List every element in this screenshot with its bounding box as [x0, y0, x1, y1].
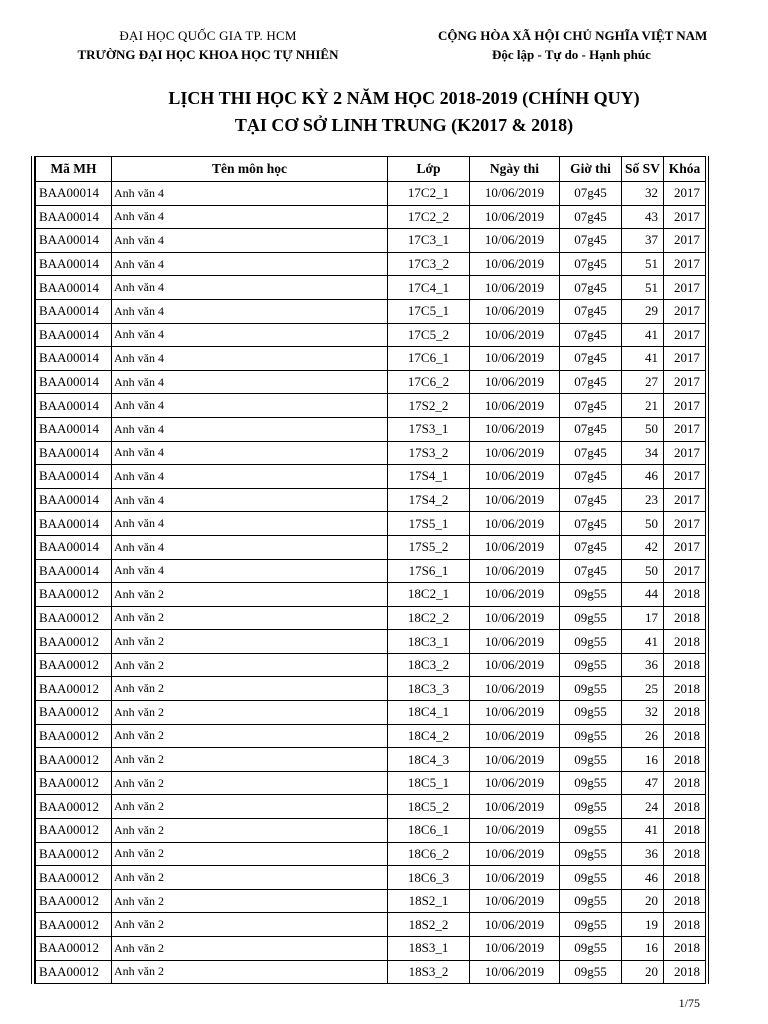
student-count-cell: 27	[622, 370, 664, 394]
cohort-cell: 2017	[664, 299, 706, 323]
course-code-cell: BAA00012	[36, 701, 112, 725]
cohort-cell: 2017	[664, 182, 706, 206]
header-course-name: Tên môn học	[112, 157, 388, 182]
exam-date-cell: 10/06/2019	[470, 653, 560, 677]
table-row	[36, 488, 706, 512]
table-row	[36, 937, 706, 961]
cohort-cell: 2017	[664, 512, 706, 536]
class-cell: 17C6_2	[388, 370, 470, 394]
table-row	[36, 441, 706, 465]
exam-date-cell: 10/06/2019	[470, 583, 560, 607]
class-cell: 17C6_1	[388, 347, 470, 371]
exam-time-cell: 09g55	[560, 630, 622, 654]
cohort-cell: 2018	[664, 606, 706, 630]
class-cell: 17C3_1	[388, 229, 470, 253]
table-row	[36, 724, 706, 748]
course-code-cell: BAA00014	[36, 488, 112, 512]
course-name-cell: Anh văn 2	[112, 606, 388, 630]
course-name-cell: Anh văn 4	[112, 252, 388, 276]
course-name-cell: Anh văn 2	[112, 866, 388, 890]
cohort-cell: 2018	[664, 630, 706, 654]
cohort-cell: 2018	[664, 748, 706, 772]
student-count-cell: 44	[622, 583, 664, 607]
student-count-cell: 46	[622, 465, 664, 489]
table-row	[36, 677, 706, 701]
cohort-cell: 2018	[664, 819, 706, 843]
table-row	[36, 842, 706, 866]
cohort-cell: 2017	[664, 370, 706, 394]
table-row	[36, 559, 706, 583]
student-count-cell: 21	[622, 394, 664, 418]
student-count-cell: 19	[622, 913, 664, 937]
course-code-cell: BAA00014	[36, 512, 112, 536]
header-student-count: Số SV	[622, 157, 664, 182]
class-cell: 18S3_2	[388, 960, 470, 984]
class-cell: 17S5_1	[388, 512, 470, 536]
exam-date-cell: 10/06/2019	[470, 842, 560, 866]
table-row	[36, 205, 706, 229]
table-header-row	[36, 157, 706, 182]
table-row	[36, 889, 706, 913]
national-motto: Độc lập - Tự do - Hạnh phúc	[492, 47, 651, 62]
course-name-cell: Anh văn 4	[112, 347, 388, 371]
student-count-cell: 51	[622, 276, 664, 300]
course-name-cell: Anh văn 2	[112, 701, 388, 725]
exam-time-cell: 09g55	[560, 771, 622, 795]
table-row	[36, 299, 706, 323]
course-name-cell: Anh văn 4	[112, 205, 388, 229]
cohort-cell: 2018	[664, 701, 706, 725]
exam-time-cell: 07g45	[560, 441, 622, 465]
course-code-cell: BAA00014	[36, 205, 112, 229]
student-count-cell: 43	[622, 205, 664, 229]
course-name-cell: Anh văn 4	[112, 512, 388, 536]
course-name-cell: Anh văn 4	[112, 417, 388, 441]
course-name-cell: Anh văn 2	[112, 960, 388, 984]
exam-time-cell: 07g45	[560, 299, 622, 323]
student-count-cell: 37	[622, 229, 664, 253]
course-code-cell: BAA00012	[36, 913, 112, 937]
student-count-cell: 46	[622, 866, 664, 890]
class-cell: 17S4_1	[388, 465, 470, 489]
exam-date-cell: 10/06/2019	[470, 795, 560, 819]
class-cell: 17S6_1	[388, 559, 470, 583]
exam-date-cell: 10/06/2019	[470, 465, 560, 489]
cohort-cell: 2018	[664, 771, 706, 795]
student-count-cell: 17	[622, 606, 664, 630]
exam-date-cell: 10/06/2019	[470, 512, 560, 536]
cohort-cell: 2018	[664, 583, 706, 607]
class-cell: 18C3_1	[388, 630, 470, 654]
course-code-cell: BAA00012	[36, 866, 112, 890]
cohort-cell: 2017	[664, 559, 706, 583]
course-code-cell: BAA00014	[36, 347, 112, 371]
class-cell: 17C2_1	[388, 182, 470, 206]
exam-date-cell: 10/06/2019	[470, 630, 560, 654]
table-row	[36, 465, 706, 489]
course-code-cell: BAA00014	[36, 276, 112, 300]
cohort-cell: 2017	[664, 252, 706, 276]
course-name-cell: Anh văn 2	[112, 913, 388, 937]
exam-date-cell: 10/06/2019	[470, 276, 560, 300]
exam-date-cell: 10/06/2019	[470, 370, 560, 394]
exam-time-cell: 07g45	[560, 488, 622, 512]
course-name-cell: Anh văn 4	[112, 276, 388, 300]
exam-date-cell: 10/06/2019	[470, 771, 560, 795]
exam-date-cell: 10/06/2019	[470, 559, 560, 583]
class-cell: 18C6_1	[388, 819, 470, 843]
exam-date-cell: 10/06/2019	[470, 252, 560, 276]
course-code-cell: BAA00012	[36, 842, 112, 866]
student-count-cell: 16	[622, 937, 664, 961]
class-cell: 18C4_1	[388, 701, 470, 725]
course-name-cell: Anh văn 4	[112, 370, 388, 394]
exam-time-cell: 09g55	[560, 653, 622, 677]
class-cell: 18C3_2	[388, 653, 470, 677]
table-row	[36, 276, 706, 300]
exam-time-cell: 07g45	[560, 229, 622, 253]
student-count-cell: 50	[622, 559, 664, 583]
table-row	[36, 913, 706, 937]
student-count-cell: 32	[622, 182, 664, 206]
course-code-cell: BAA00012	[36, 960, 112, 984]
student-count-cell: 29	[622, 299, 664, 323]
course-code-cell: BAA00012	[36, 653, 112, 677]
exam-date-cell: 10/06/2019	[470, 394, 560, 418]
cohort-cell: 2018	[664, 795, 706, 819]
exam-date-cell: 10/06/2019	[470, 701, 560, 725]
course-code-cell: BAA00014	[36, 229, 112, 253]
class-cell: 18C6_2	[388, 842, 470, 866]
exam-date-cell: 10/06/2019	[470, 677, 560, 701]
table-row	[36, 960, 706, 984]
course-name-cell: Anh văn 4	[112, 465, 388, 489]
class-cell: 17C5_2	[388, 323, 470, 347]
national-header	[430, 26, 768, 64]
course-code-cell: BAA00014	[36, 370, 112, 394]
header-exam-time: Giờ thi	[560, 157, 622, 182]
cohort-cell: 2017	[664, 323, 706, 347]
class-cell: 17C4_1	[388, 276, 470, 300]
exam-time-cell: 09g55	[560, 819, 622, 843]
course-code-cell: BAA00014	[36, 394, 112, 418]
class-cell: 17S5_2	[388, 535, 470, 559]
class-cell: 18C5_2	[388, 795, 470, 819]
course-name-cell: Anh văn 2	[112, 819, 388, 843]
exam-date-cell: 10/06/2019	[470, 889, 560, 913]
course-code-cell: BAA00014	[36, 441, 112, 465]
course-code-cell: BAA00014	[36, 417, 112, 441]
cohort-cell: 2017	[664, 417, 706, 441]
course-code-cell: BAA00014	[36, 535, 112, 559]
exam-time-cell: 09g55	[560, 606, 622, 630]
table-row	[36, 394, 706, 418]
exam-date-cell: 10/06/2019	[470, 323, 560, 347]
course-code-cell: BAA00012	[36, 795, 112, 819]
student-count-cell: 20	[622, 889, 664, 913]
exam-time-cell: 09g55	[560, 889, 622, 913]
header-class: Lớp	[388, 157, 470, 182]
student-count-cell: 51	[622, 252, 664, 276]
cohort-cell: 2017	[664, 205, 706, 229]
cohort-cell: 2018	[664, 960, 706, 984]
course-name-cell: Anh văn 2	[112, 842, 388, 866]
course-code-cell: BAA00012	[36, 748, 112, 772]
class-cell: 18C4_3	[388, 748, 470, 772]
table-row	[36, 630, 706, 654]
class-cell: 17C5_1	[388, 299, 470, 323]
exam-date-cell: 10/06/2019	[470, 535, 560, 559]
student-count-cell: 20	[622, 960, 664, 984]
class-cell: 17S3_2	[388, 441, 470, 465]
table-body	[36, 182, 706, 984]
cohort-cell: 2017	[664, 276, 706, 300]
class-cell: 18C5_1	[388, 771, 470, 795]
class-cell: 17S2_2	[388, 394, 470, 418]
table-row	[36, 795, 706, 819]
student-count-cell: 41	[622, 347, 664, 371]
table-row	[36, 252, 706, 276]
exam-time-cell: 07g45	[560, 394, 622, 418]
class-cell: 18S3_1	[388, 937, 470, 961]
student-count-cell: 42	[622, 535, 664, 559]
exam-time-cell: 07g45	[560, 182, 622, 206]
student-count-cell: 23	[622, 488, 664, 512]
course-code-cell: BAA00014	[36, 559, 112, 583]
table-row	[36, 701, 706, 725]
table-row	[36, 583, 706, 607]
course-name-cell: Anh văn 2	[112, 630, 388, 654]
course-name-cell: Anh văn 2	[112, 795, 388, 819]
course-name-cell: Anh văn 4	[112, 299, 388, 323]
cohort-cell: 2017	[664, 229, 706, 253]
exam-time-cell: 09g55	[560, 913, 622, 937]
course-code-cell: BAA00012	[36, 771, 112, 795]
exam-time-cell: 09g55	[560, 960, 622, 984]
cohort-cell: 2017	[664, 347, 706, 371]
table-row	[36, 819, 706, 843]
exam-time-cell: 09g55	[560, 937, 622, 961]
exam-date-cell: 10/06/2019	[470, 488, 560, 512]
class-cell: 18S2_2	[388, 913, 470, 937]
cohort-cell: 2018	[664, 913, 706, 937]
class-cell: 18S2_1	[388, 889, 470, 913]
exam-date-cell: 10/06/2019	[470, 937, 560, 961]
course-code-cell: BAA00014	[36, 182, 112, 206]
page-number: 1/75	[678, 996, 700, 1010]
exam-time-cell: 07g45	[560, 559, 622, 583]
course-code-cell: BAA00012	[36, 819, 112, 843]
cohort-cell: 2018	[664, 842, 706, 866]
course-name-cell: Anh văn 4	[112, 394, 388, 418]
exam-time-cell: 07g45	[560, 535, 622, 559]
exam-schedule-table	[35, 156, 706, 984]
exam-date-cell: 10/06/2019	[470, 441, 560, 465]
table-row	[36, 417, 706, 441]
exam-time-cell: 07g45	[560, 370, 622, 394]
course-name-cell: Anh văn 4	[112, 323, 388, 347]
course-name-cell: Anh văn 2	[112, 724, 388, 748]
student-count-cell: 32	[622, 701, 664, 725]
student-count-cell: 50	[622, 512, 664, 536]
student-count-cell: 24	[622, 795, 664, 819]
exam-time-cell: 09g55	[560, 701, 622, 725]
exam-date-cell: 10/06/2019	[470, 724, 560, 748]
student-count-cell: 34	[622, 441, 664, 465]
table-row	[36, 182, 706, 206]
course-code-cell: BAA00012	[36, 677, 112, 701]
exam-time-cell: 07g45	[560, 417, 622, 441]
class-cell: 18C4_2	[388, 724, 470, 748]
student-count-cell: 36	[622, 653, 664, 677]
national-title: CỘNG HÒA XÃ HỘI CHỦ NGHĨA VIỆT NAM	[438, 28, 708, 43]
table-row	[36, 606, 706, 630]
exam-date-cell: 10/06/2019	[470, 913, 560, 937]
table-row	[36, 229, 706, 253]
exam-time-cell: 09g55	[560, 842, 622, 866]
course-name-cell: Anh văn 2	[112, 583, 388, 607]
exam-time-cell: 07g45	[560, 465, 622, 489]
cohort-cell: 2017	[664, 535, 706, 559]
student-count-cell: 41	[622, 323, 664, 347]
document-subtitle: TẠI CƠ SỞ LINH TRUNG (K2017 & 2018)	[234, 115, 574, 135]
exam-time-cell: 09g55	[560, 724, 622, 748]
exam-time-cell: 07g45	[560, 512, 622, 536]
table-row	[36, 653, 706, 677]
exam-time-cell: 07g45	[560, 347, 622, 371]
exam-date-cell: 10/06/2019	[470, 606, 560, 630]
cohort-cell: 2018	[664, 937, 706, 961]
exam-time-cell: 09g55	[560, 583, 622, 607]
course-name-cell: Anh văn 2	[112, 677, 388, 701]
cohort-cell: 2017	[664, 441, 706, 465]
student-count-cell: 36	[622, 842, 664, 866]
cohort-cell: 2018	[664, 889, 706, 913]
class-cell: 17C3_2	[388, 252, 470, 276]
course-code-cell: BAA00012	[36, 606, 112, 630]
header-cohort: Khóa	[664, 157, 706, 182]
exam-date-cell: 10/06/2019	[470, 819, 560, 843]
course-code-cell: BAA00012	[36, 889, 112, 913]
course-code-cell: BAA00012	[36, 937, 112, 961]
course-name-cell: Anh văn 2	[112, 653, 388, 677]
cohort-cell: 2017	[664, 488, 706, 512]
table-row	[36, 748, 706, 772]
student-count-cell: 16	[622, 748, 664, 772]
student-count-cell: 41	[622, 630, 664, 654]
table-row	[36, 771, 706, 795]
table-row	[36, 512, 706, 536]
header-course-code: Mã MH	[36, 157, 112, 182]
class-cell: 18C2_2	[388, 606, 470, 630]
exam-time-cell: 09g55	[560, 866, 622, 890]
student-count-cell: 26	[622, 724, 664, 748]
course-name-cell: Anh văn 4	[112, 535, 388, 559]
course-name-cell: Anh văn 4	[112, 229, 388, 253]
student-count-cell: 50	[622, 417, 664, 441]
student-count-cell: 47	[622, 771, 664, 795]
table-row	[36, 323, 706, 347]
class-cell: 18C3_3	[388, 677, 470, 701]
table-row	[36, 866, 706, 890]
exam-time-cell: 07g45	[560, 323, 622, 347]
cohort-cell: 2018	[664, 677, 706, 701]
course-name-cell: Anh văn 2	[112, 748, 388, 772]
exam-date-cell: 10/06/2019	[470, 866, 560, 890]
student-count-cell: 41	[622, 819, 664, 843]
course-code-cell: BAA00014	[36, 323, 112, 347]
course-name-cell: Anh văn 2	[112, 937, 388, 961]
course-code-cell: BAA00012	[36, 630, 112, 654]
exam-date-cell: 10/06/2019	[470, 229, 560, 253]
course-name-cell: Anh văn 4	[112, 441, 388, 465]
faculty-name: TRƯỜNG ĐẠI HỌC KHOA HỌC TỰ NHIÊN	[77, 47, 339, 62]
table-row	[36, 347, 706, 371]
institution-header	[58, 26, 358, 64]
exam-time-cell: 09g55	[560, 677, 622, 701]
university-name: ĐẠI HỌC QUỐC GIA TP. HCM	[119, 28, 297, 43]
exam-date-cell: 10/06/2019	[470, 960, 560, 984]
course-name-cell: Anh văn 4	[112, 559, 388, 583]
course-code-cell: BAA00014	[36, 465, 112, 489]
class-cell: 18C6_3	[388, 866, 470, 890]
course-name-cell: Anh văn 4	[112, 488, 388, 512]
header-exam-date: Ngày thi	[470, 157, 560, 182]
cohort-cell: 2018	[664, 653, 706, 677]
course-code-cell: BAA00012	[36, 583, 112, 607]
exam-time-cell: 07g45	[560, 276, 622, 300]
exam-date-cell: 10/06/2019	[470, 299, 560, 323]
class-cell: 17S3_1	[388, 417, 470, 441]
course-name-cell: Anh văn 2	[112, 889, 388, 913]
cohort-cell: 2018	[664, 724, 706, 748]
class-cell: 17C2_2	[388, 205, 470, 229]
course-code-cell: BAA00014	[36, 299, 112, 323]
table-row	[36, 370, 706, 394]
exam-date-cell: 10/06/2019	[470, 417, 560, 441]
table-row	[36, 535, 706, 559]
exam-time-cell: 07g45	[560, 252, 622, 276]
exam-time-cell: 07g45	[560, 205, 622, 229]
exam-date-cell: 10/06/2019	[470, 347, 560, 371]
document-title: LỊCH THI HỌC KỲ 2 NĂM HỌC 2018-2019 (CHÍNH QUY)	[168, 88, 640, 108]
course-code-cell: BAA00012	[36, 724, 112, 748]
cohort-cell: 2018	[664, 866, 706, 890]
course-code-cell: BAA00014	[36, 252, 112, 276]
exam-time-cell: 09g55	[560, 748, 622, 772]
class-cell: 17S4_2	[388, 488, 470, 512]
cohort-cell: 2017	[664, 465, 706, 489]
exam-schedule-table-wrapper	[34, 156, 706, 984]
exam-date-cell: 10/06/2019	[470, 182, 560, 206]
exam-date-cell: 10/06/2019	[470, 748, 560, 772]
student-count-cell: 25	[622, 677, 664, 701]
cohort-cell: 2017	[664, 394, 706, 418]
class-cell: 18C2_1	[388, 583, 470, 607]
course-name-cell: Anh văn 4	[112, 182, 388, 206]
exam-time-cell: 09g55	[560, 795, 622, 819]
exam-date-cell: 10/06/2019	[470, 205, 560, 229]
course-name-cell: Anh văn 2	[112, 771, 388, 795]
